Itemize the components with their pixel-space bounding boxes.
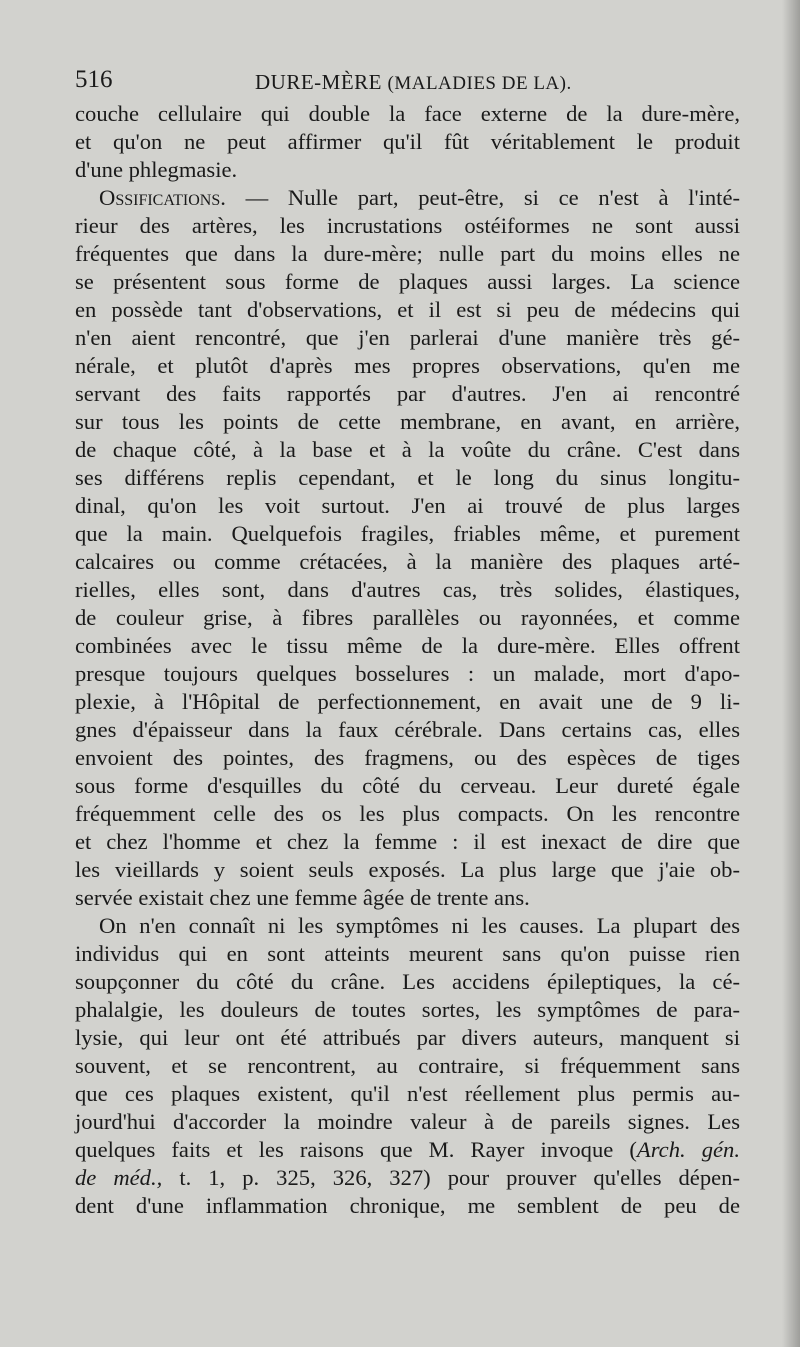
text-line: sur tous les points de cette membrane, en avant, en arrière, — [75, 409, 740, 434]
text-line: rielles, elles sont, dans d'autres cas, très solides, élastiques, — [75, 577, 740, 602]
text-line: jourd'hui d'accorder la moindre valeur à de pareils signes. Les — [75, 1109, 740, 1134]
text-line: soupçonner du côté du crâne. Les accidens épileptiques, la cé- — [75, 969, 740, 994]
text-line: d'une phlegmasie. — [75, 157, 238, 182]
text-line: souvent, et se rencontrent, au contraire, si fréquemment sans — [75, 1053, 740, 1078]
text-line: les vieillards y soient seuls exposés. La plus large que j'aie ob- — [75, 857, 740, 882]
text-line: lysie, qui leur ont été attribués par divers auteurs, manquent si — [75, 1025, 740, 1050]
reference-arch-gen: Arch. gén. — [636, 1137, 740, 1162]
text-line: gnes d'épaisseur dans la faux cérébrale. Dans certains cas, elles — [75, 717, 740, 742]
running-head-sub: (MALADIES DE LA). — [387, 73, 572, 94]
text-line: fréquentes que dans la dure-mère; nulle part du moins elles ne — [75, 241, 740, 266]
running-head-main: DURE-MÈRE — [255, 70, 382, 94]
section-heading-ossifications: Ossifications. — — [99, 185, 269, 210]
text-line-content: t. 1, p. 325, 326, 327) pour prouver qu'elles dépen- — [179, 1165, 740, 1190]
page-header — [75, 66, 740, 96]
text-line: presque toujours quelques bosselures : un malade, mort d'apo- — [75, 661, 740, 686]
text-line: n'en aient rencontré, que j'en parlerai d'une manière très gé- — [75, 325, 740, 350]
page-number: 516 — [75, 66, 113, 93]
text-line: servée existait chez une femme âgée de trente ans. — [75, 885, 530, 910]
text-line: fréquemment celle des os les plus compacts. On les rencontre — [75, 801, 740, 826]
text-line-content: quelques faits et les raisons que M. Rayer invoque ( — [75, 1137, 637, 1162]
text-line: sous forme d'esquilles du côté du cerveau. Leur dureté égale — [75, 773, 740, 798]
text-line: phalalgie, les douleurs de toutes sortes, les symptômes de para- — [75, 997, 740, 1022]
text-line: que la main. Quelquefois fragiles, friables même, et purement — [75, 521, 740, 546]
text-line: ses différens replis cependant, et le long du sinus longitu- — [75, 465, 740, 490]
text-line: nérale, et plutôt d'après mes propres observations, qu'en me — [75, 353, 740, 378]
text-line: couche cellulaire qui double la face externe de la dure-mère, — [75, 101, 740, 126]
text-line: plexie, à l'Hôpital de perfectionnement, en avait une de 9 li- — [75, 689, 740, 714]
text-line: combinées avec le tissu même de la dure-mère. Elles offrent — [75, 633, 740, 658]
text-line-content: Nulle part, peut-être, si ce n'est à l'inté- — [287, 185, 741, 210]
text-line: dent d'une inflammation chronique, me semblent de peu de — [75, 1193, 740, 1218]
text-line: se présentent sous forme de plaques aussi larges. La science — [75, 269, 740, 294]
text-line: en possède tant d'observations, et il est si peu de médecins qui — [75, 297, 740, 322]
text-line: et chez l'homme et chez la femme : il est inexact de dire que — [75, 829, 740, 854]
text-line: que ces plaques existent, qu'il n'est réellement plus permis au- — [75, 1081, 740, 1106]
text-line: dinal, qu'on les voit surtout. J'en ai trouvé de plus larges — [75, 493, 740, 518]
reference-de-med: de méd., — [75, 1165, 163, 1190]
text-line: envoient des pointes, des fragmens, ou des espèces de tiges — [75, 745, 740, 770]
body-text — [75, 100, 740, 1220]
text-line: servant des faits rapportés par d'autres. J'en ai rencontré — [75, 381, 740, 406]
text-line — [75, 1164, 740, 1192]
text-line: calcaires ou comme crétacées, à la manière des plaques arté- — [75, 549, 740, 574]
text-line: et qu'on ne peut affirmer qu'il fût véritablement le produit — [75, 129, 740, 154]
text-line: de chaque côté, à la base et à la voûte du crâne. C'est dans — [75, 437, 740, 462]
text-line: individus qui en sont atteints meurent sans qu'on puisse rien — [75, 941, 740, 966]
text-line — [75, 1136, 740, 1164]
text-line: rieur des artères, les incrustations ostéiformes ne sont aussi — [75, 213, 740, 238]
text-line — [75, 184, 740, 212]
text-line: On n'en connaît ni les symptômes ni les causes. La plupart des — [99, 913, 740, 938]
text-line: de couleur grise, à fibres parallèles ou rayonnées, et comme — [75, 605, 740, 630]
running-head — [255, 70, 572, 95]
